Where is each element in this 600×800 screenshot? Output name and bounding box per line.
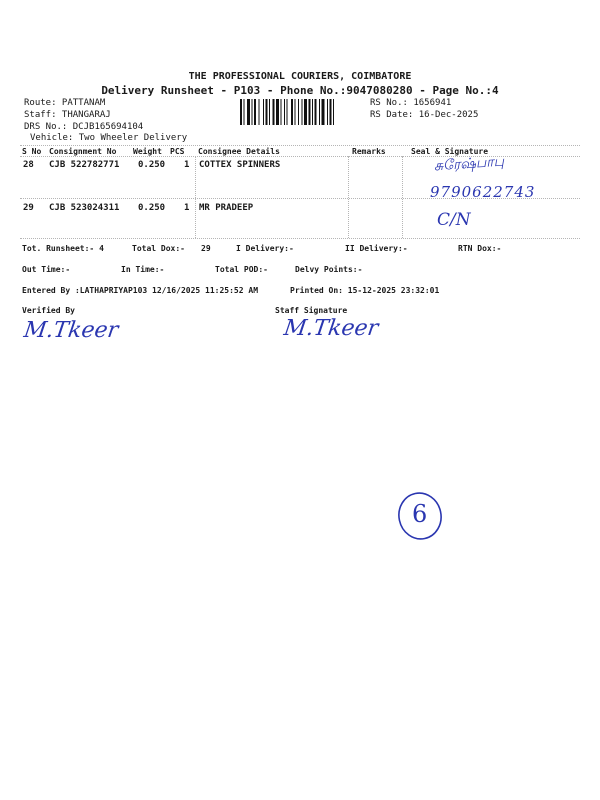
company-title: THE PROFESSIONAL COURIERS, COIMBATORE <box>188 71 412 82</box>
barcode-bar <box>269 99 270 125</box>
barcode-bar <box>330 99 332 125</box>
total-pod: Total POD:- <box>215 265 268 274</box>
table-col-divider <box>348 156 349 238</box>
barcode-bar <box>295 99 296 125</box>
rs-number: RS No.: 1656941 <box>370 98 452 108</box>
runsheet-title: Delivery Runsheet - P103 - Phone No.:9047080280 - Page No.:4 <box>101 84 499 97</box>
barcode-bar <box>273 99 275 125</box>
total-dox-value: 29 <box>201 244 211 253</box>
printed-on: Printed On: 15-12-2025 23:32:01 <box>290 286 440 295</box>
barcode-bar <box>240 99 242 125</box>
drs-number: DRS No.: DCJB165694104 <box>24 122 144 132</box>
barcode-bar <box>304 99 307 125</box>
total-dox-label: Total Dox:- <box>132 244 185 253</box>
rtn-dox: RTN Dox:- <box>458 244 502 253</box>
entered-by: Entered By :LATHAPRIYAP103 12/16/2025 11:25:52 AM <box>22 286 259 295</box>
barcode-bar <box>327 99 328 125</box>
route-label: Route: PATTANAM <box>24 98 106 108</box>
verified-by-label: Verified By <box>22 306 75 315</box>
vehicle-label: Vehicle: Two Wheeler Delivery <box>30 133 188 143</box>
barcode-bar <box>254 99 256 125</box>
row-pcs: 1 <box>184 160 190 170</box>
barcode-bar <box>244 99 245 125</box>
barcode-bar <box>281 99 282 125</box>
verified-signature: M.Tkeer <box>22 318 120 343</box>
table-col-divider <box>402 156 403 238</box>
i-delivery: I Delivery:- <box>236 244 294 253</box>
staff-label: Staff: THANGARAJ <box>24 110 111 120</box>
row-pcs: 1 <box>184 203 190 213</box>
delvy-points: Delvy Points:- <box>295 265 363 274</box>
row-consignment: CJB 522782771 <box>49 160 120 170</box>
barcode <box>240 99 368 125</box>
col-header-consignee: Consignee Details <box>198 147 280 156</box>
col-header-weight: Weight <box>133 147 162 156</box>
row-sno: 28 <box>23 160 34 170</box>
barcode-bar <box>276 99 279 125</box>
staff-signature-label: Staff Signature <box>275 306 348 315</box>
total-runsheet: Tot. Runsheet:- 4 <box>22 244 104 253</box>
col-header-remarks: Remarks <box>352 147 386 156</box>
row-consignment: CJB 523024311 <box>49 203 120 213</box>
page-mark-number: 6 <box>412 500 428 528</box>
barcode-bar <box>309 99 311 125</box>
barcode-bar <box>315 99 317 125</box>
barcode-bar <box>319 99 320 125</box>
col-header-consignment: Consignment No <box>49 147 117 156</box>
row-weight: 0.250 <box>138 160 166 170</box>
table-col-divider <box>195 156 196 238</box>
barcode-graphic <box>240 99 368 125</box>
handwritten-phone: 9790622743 <box>430 183 536 201</box>
in-time: In Time:- <box>121 265 165 274</box>
circled-page-mark <box>395 490 445 542</box>
row-weight: 0.250 <box>138 203 166 213</box>
barcode-bar <box>252 99 253 125</box>
ii-delivery: II Delivery:- <box>345 244 408 253</box>
row-consignee: COTTEX SPINNERS <box>199 160 281 170</box>
barcode-bar <box>247 99 250 125</box>
col-header-seal: Seal & Signature <box>411 147 489 156</box>
row-consignee: MR PRADEEP <box>199 203 254 213</box>
barcode-bar <box>263 99 264 125</box>
barcode-bar <box>298 99 299 125</box>
barcode-bar <box>333 99 334 125</box>
barcode-bar <box>259 99 260 125</box>
table-bottom-border <box>20 238 580 239</box>
staff-signature: M.Tkeer <box>282 316 380 341</box>
barcode-bar <box>291 99 293 125</box>
barcode-bar <box>284 99 285 125</box>
barcode-bar <box>312 99 313 125</box>
barcode-bar <box>287 99 288 125</box>
out-time: Out Time:- <box>22 265 71 274</box>
row-sno: 29 <box>23 203 34 213</box>
table-top-border <box>20 145 580 146</box>
col-header-pcs: PCS <box>170 147 185 156</box>
handwritten-seal-name: சுரேஷ்பாபு <box>433 153 505 175</box>
barcode-bar <box>322 99 325 125</box>
col-header-sno: S No <box>22 147 42 156</box>
barcode-bar <box>266 99 268 125</box>
handwritten-cn-note: C/N <box>437 210 471 230</box>
barcode-bar <box>302 99 303 125</box>
rs-date: RS Date: 16-Dec-2025 <box>370 110 479 120</box>
